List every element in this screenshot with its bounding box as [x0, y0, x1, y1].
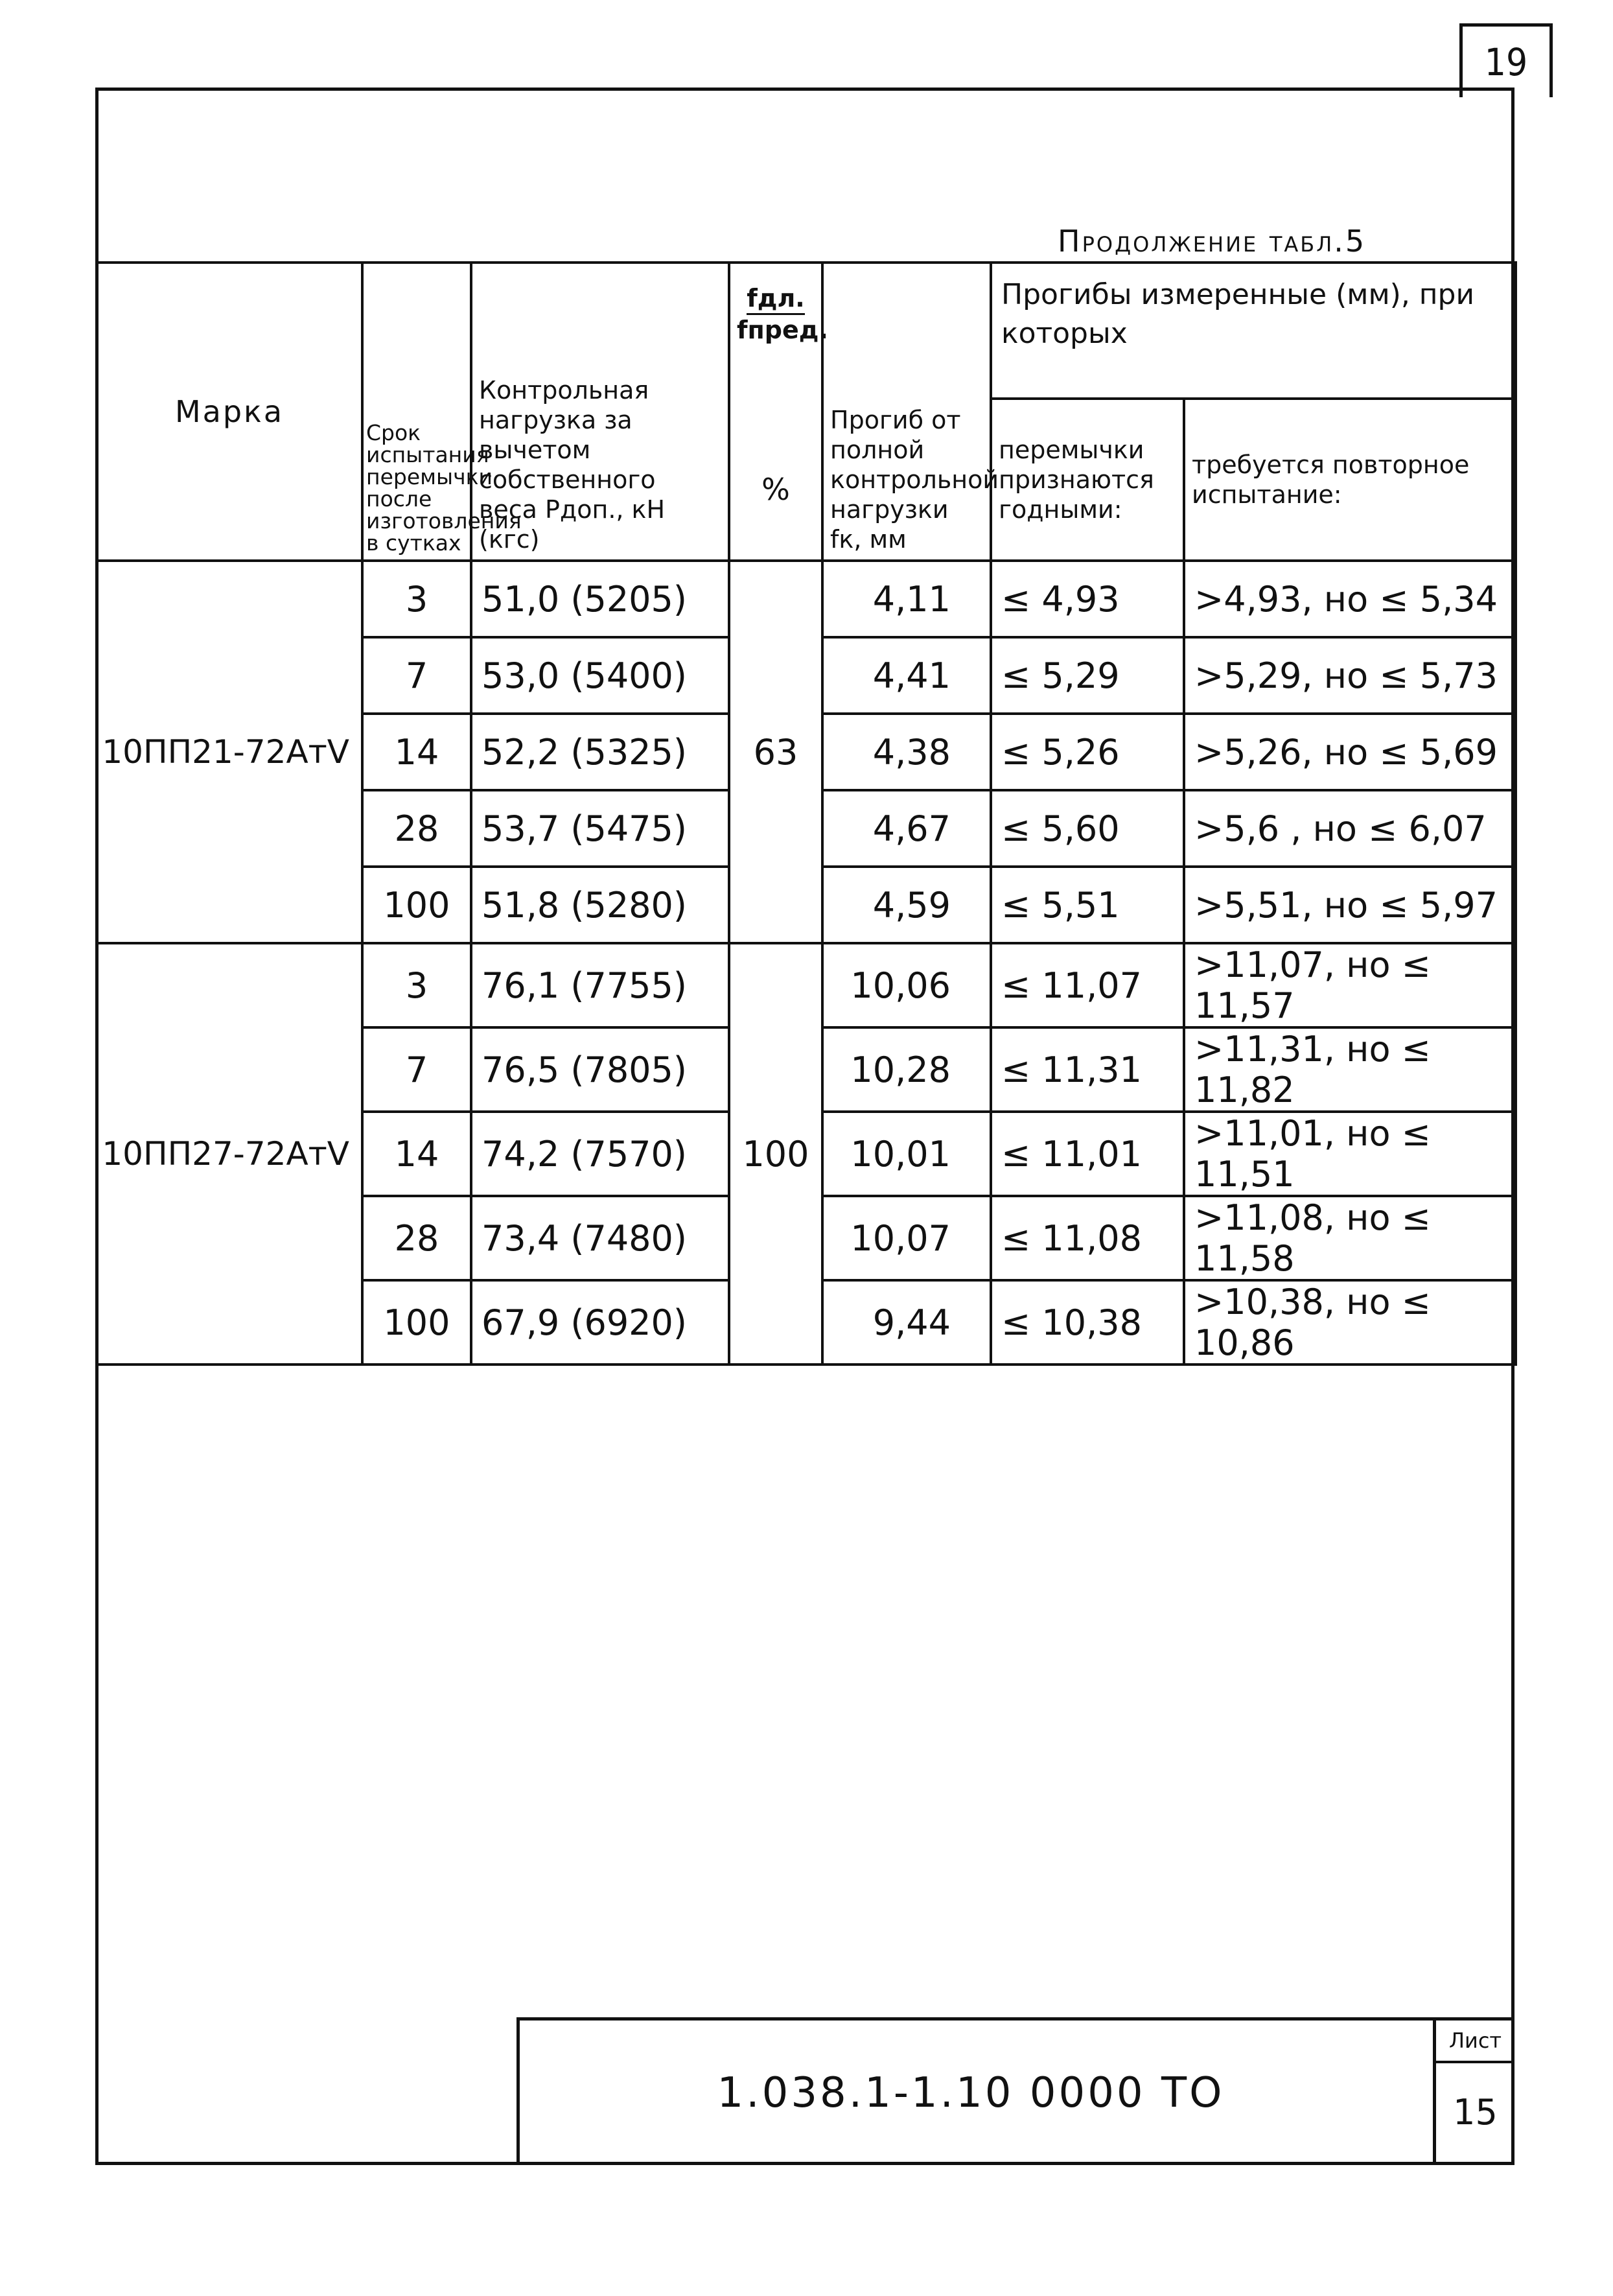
header-load: Контрольная нагрузка за вычетом собственного веса Рдоп., кН (кгс) — [471, 263, 729, 561]
header-retest: требуется повторное испытание: — [1184, 399, 1516, 561]
retest-cell: >5,6 , но ≤ 6,07 — [1184, 790, 1516, 867]
load-cell: 76,1 (7755) — [471, 943, 729, 1027]
page-number-box — [1459, 23, 1553, 97]
load-cell: 51,0 (5205) — [471, 561, 729, 637]
load-cell: 73,4 (7480) — [471, 1196, 729, 1280]
retest-cell: >11,01, но ≤ 11,51 — [1184, 1112, 1516, 1196]
header-ratio — [729, 263, 828, 561]
accepted-cell: ≤ 11,08 — [991, 1196, 1184, 1280]
mark-cell: 10ПП21-72АтⅤ — [97, 561, 362, 943]
days-cell: 14 — [362, 1112, 471, 1196]
retest-cell: >4,93, но ≤ 5,34 — [1184, 561, 1516, 637]
load-cell: 74,2 (7570) — [471, 1112, 729, 1196]
ratio-unit: % — [761, 472, 790, 507]
fk-cell: 4,41 — [822, 637, 991, 714]
header-accepted: перемычки признаются годными: — [991, 399, 1184, 561]
retest-cell: >5,51, но ≤ 5,97 — [1184, 867, 1516, 943]
retest-cell: >11,08, но ≤ 11,58 — [1184, 1196, 1516, 1280]
retest-cell: >11,31, но ≤ 11,82 — [1184, 1027, 1516, 1112]
accepted-cell: ≤ 11,07 — [991, 943, 1184, 1027]
ratio-cell: 100 — [729, 943, 822, 1365]
sheet-label: Лист — [1436, 2021, 1514, 2063]
accepted-cell: ≤ 11,31 — [991, 1027, 1184, 1112]
load-cell: 53,7 (5475) — [471, 790, 729, 867]
page-number: 19 — [1484, 40, 1528, 84]
accepted-cell: ≤ 5,26 — [991, 714, 1184, 790]
table-row — [97, 561, 1516, 637]
title-block — [516, 2017, 1514, 2165]
load-cell: 76,5 (7805) — [471, 1027, 729, 1112]
header-deflection: Прогиб от полной контрольной нагрузки fк, мм — [822, 263, 991, 561]
document-code: 1.038.1-1.10 0000 ТО — [717, 2068, 1225, 2117]
header-mark: Марка — [97, 263, 362, 561]
load-cell: 53,0 (5400) — [471, 637, 729, 714]
ratio-cell: 63 — [729, 561, 822, 943]
fk-cell: 4,38 — [822, 714, 991, 790]
fk-cell: 10,28 — [822, 1027, 991, 1112]
accepted-cell: ≤ 5,29 — [991, 637, 1184, 714]
retest-cell: >10,38, но ≤ 10,86 — [1184, 1280, 1516, 1365]
accepted-cell: ≤ 4,93 — [991, 561, 1184, 637]
load-cell: 67,9 (6920) — [471, 1280, 729, 1365]
ratio-denominator: fпред. — [737, 316, 828, 344]
accepted-cell: ≤ 5,60 — [991, 790, 1184, 867]
ratio-numerator: fдл. — [747, 283, 805, 315]
fk-cell: 10,07 — [822, 1196, 991, 1280]
accepted-cell: ≤ 5,51 — [991, 867, 1184, 943]
fk-cell: 10,01 — [822, 1112, 991, 1196]
mark-cell: 10ПП27-72АтⅤ — [97, 943, 362, 1365]
load-cell: 52,2 (5325) — [471, 714, 729, 790]
days-cell: 7 — [362, 1027, 471, 1112]
header-measured-group: Прогибы измеренные (мм), при которых — [991, 263, 1516, 399]
fk-cell: 4,67 — [822, 790, 991, 867]
fk-cell: 10,06 — [822, 943, 991, 1027]
header-test-age: Срок испытания перемычки после изготовления в сутках — [362, 263, 471, 561]
days-cell: 7 — [362, 637, 471, 714]
days-cell: 100 — [362, 1280, 471, 1365]
retest-cell: >5,26, но ≤ 5,69 — [1184, 714, 1516, 790]
days-cell: 28 — [362, 1196, 471, 1280]
accepted-cell: ≤ 11,01 — [991, 1112, 1184, 1196]
sheet-box — [1433, 2021, 1514, 2165]
test-load-table — [95, 261, 1517, 1366]
table-row — [97, 943, 1516, 1027]
retest-cell: >11,07, но ≤ 11,57 — [1184, 943, 1516, 1027]
days-cell: 3 — [362, 943, 471, 1027]
days-cell: 28 — [362, 790, 471, 867]
sheet-number: 15 — [1453, 2091, 1498, 2133]
fk-cell: 4,59 — [822, 867, 991, 943]
retest-cell: >5,29, но ≤ 5,73 — [1184, 637, 1516, 714]
fk-cell: 4,11 — [822, 561, 991, 637]
days-cell: 100 — [362, 867, 471, 943]
fk-cell: 9,44 — [822, 1280, 991, 1365]
days-cell: 3 — [362, 561, 471, 637]
days-cell: 14 — [362, 714, 471, 790]
continuation-label: Продолжение табл.5 — [1058, 224, 1367, 259]
load-cell: 51,8 (5280) — [471, 867, 729, 943]
accepted-cell: ≤ 10,38 — [991, 1280, 1184, 1365]
